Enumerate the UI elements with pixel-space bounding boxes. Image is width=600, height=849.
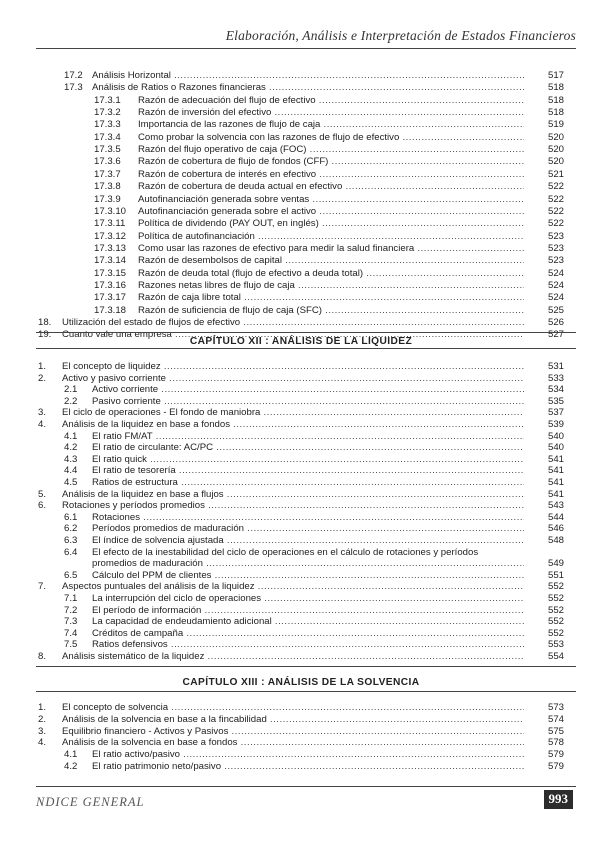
toc-entry[interactable] xyxy=(38,616,564,628)
toc-entry-title: Créditos de campaña ..... xyxy=(92,628,524,640)
toc-entry-page: 541 xyxy=(528,489,564,501)
toc-entry-number: 4. xyxy=(38,737,47,749)
toc-entry-page: 573 xyxy=(528,702,564,714)
toc-entry-page: 544 xyxy=(528,512,564,524)
toc-entry[interactable] xyxy=(38,82,564,94)
toc-entry[interactable] xyxy=(38,317,564,329)
toc-entry[interactable] xyxy=(38,749,564,761)
header-rule xyxy=(36,48,576,49)
toc-entry-title: El índice de solvencia ajustada ..... xyxy=(92,535,524,547)
toc-entry-number: 5. xyxy=(38,488,47,500)
toc-entry-page: 552 xyxy=(528,628,564,640)
page-number-badge: 993 xyxy=(544,790,574,809)
toc-entry[interactable] xyxy=(38,384,564,396)
toc-entry[interactable] xyxy=(38,477,564,489)
toc-entry[interactable] xyxy=(38,407,564,419)
toc-entry-number: 7.2 xyxy=(64,604,78,616)
toc-entry-page: 527 xyxy=(528,329,564,341)
toc-entry-page: 575 xyxy=(528,726,564,738)
toc-entry-number: 4.1 xyxy=(64,749,78,761)
toc-entry[interactable] xyxy=(38,231,564,243)
toc-entry-number: 4.2 xyxy=(64,442,78,454)
section-divider-rule xyxy=(36,691,576,692)
toc-entry-page: 552 xyxy=(528,605,564,617)
toc-entry-page: 522 xyxy=(528,218,564,230)
footer-rule xyxy=(36,786,576,787)
toc-entry[interactable] xyxy=(38,419,564,431)
toc-entry-page: 517 xyxy=(528,70,564,82)
toc-entry-title: El concepto de solvencia ..... xyxy=(62,702,524,714)
toc-entry-number: 17.3.6 xyxy=(94,156,121,168)
toc-entry[interactable] xyxy=(38,70,564,82)
toc-entry-title: Importancia de las razones de flujo de caja ..... xyxy=(138,119,524,131)
toc-entry-title: El concepto de liquidez ..... xyxy=(62,361,524,373)
chapter-heading: CAPÍTULO XII : ANÁLISIS DE LA LIQUIDEZ xyxy=(189,336,413,347)
toc-entry-title: Análisis Horizontal ..... xyxy=(92,70,524,82)
toc-entry-page: 524 xyxy=(528,280,564,292)
toc-entry-number: 6.1 xyxy=(64,511,78,523)
toc-entry-title: Razón de inversión del efectivo ..... xyxy=(138,107,524,119)
toc-entry-page: 535 xyxy=(528,396,564,408)
toc-entry-page: 552 xyxy=(528,616,564,628)
toc-entry-page: 524 xyxy=(528,292,564,304)
toc-entry-page: 541 xyxy=(528,465,564,477)
toc-entry-number: 17.3.3 xyxy=(94,119,121,131)
toc-entry-number: 17.3.1 xyxy=(94,94,121,106)
toc-entry[interactable] xyxy=(38,558,564,570)
running-header-title: Elaboración, Análisis e Interpretación de Estados Financieros xyxy=(225,28,576,43)
toc-entry-title: Utilización del estado de flujos de efectivo ..... xyxy=(62,317,524,329)
toc-entry-title: El ciclo de operaciones - El fondo de maniobra ..... xyxy=(62,407,524,419)
toc-entry[interactable] xyxy=(38,132,564,144)
toc-entry-number: 7.3 xyxy=(64,616,78,628)
toc-entry-page: 533 xyxy=(528,373,564,385)
toc-entry-title: Razón de cobertura de interés en efectivo ..... xyxy=(138,169,524,181)
toc-entry-title: Razón de suficiencia de flujo de caja (SFC) ..... xyxy=(138,305,524,317)
toc-entry-page: 578 xyxy=(528,737,564,749)
toc-entry-title: Razón de desembolsos de capital ..... xyxy=(138,255,524,267)
toc-entry-page: 518 xyxy=(528,107,564,119)
toc-entry-title: Análisis de la solvencia en base a la fincabilidad ..... xyxy=(62,714,524,726)
toc-entry-title: Análisis de la liquidez en base a fondos ..... xyxy=(62,419,524,431)
toc-entry-number: 17.3.13 xyxy=(94,242,127,254)
toc-entry-title: Ratios defensivos ..... xyxy=(92,639,524,651)
toc-entry-title: Razón de deuda total (flujo de efectivo a deuda total) ..... xyxy=(138,268,524,280)
toc-entry-page: 522 xyxy=(528,206,564,218)
toc-entry-title: El ratio patrimonio neto/pasivo ..... xyxy=(92,761,524,773)
toc-entry-page: 543 xyxy=(528,500,564,512)
toc-entry-page: 540 xyxy=(528,431,564,443)
section-divider-rule xyxy=(36,332,576,333)
toc-entry-number: 17.3.7 xyxy=(94,168,121,180)
toc-entry-page: 526 xyxy=(528,317,564,329)
toc-entry-page: 520 xyxy=(528,144,564,156)
toc-entry[interactable] xyxy=(38,305,564,317)
toc-entry-number: 7. xyxy=(38,581,47,593)
toc-entry[interactable] xyxy=(38,442,564,454)
toc-entry-title: Razón del flujo operativo de caja (FOC) ..... xyxy=(138,144,524,156)
toc-entry-page: 549 xyxy=(528,558,564,570)
toc-entry-page: 552 xyxy=(528,581,564,593)
toc-entry-number: 2. xyxy=(38,713,47,725)
toc-entry-title: Cuanto vale una empresa ..... xyxy=(62,329,524,341)
toc-entry-number: 17.3.17 xyxy=(94,292,127,304)
toc-entry-number: 4.1 xyxy=(64,430,78,442)
toc-entry-number: 17.3.12 xyxy=(94,230,127,242)
toc-entry-title: Autofinanciación generada sobre el activo ..... xyxy=(138,206,524,218)
toc-entry-title: Análisis de la solvencia en base a fondos ..... xyxy=(62,737,524,749)
toc-entry-number: 17.3.5 xyxy=(94,144,121,156)
toc-entry[interactable] xyxy=(38,628,564,640)
toc-entry-title: El ratio de tesorería ..... xyxy=(92,465,524,477)
toc-entry-title: Razones netas libres de flujo de caja ..... xyxy=(138,280,524,292)
toc-entry-title: Aspectos puntuales del análisis de la liquidez ..... xyxy=(62,581,524,593)
toc-entry-number: 2.2 xyxy=(64,395,78,407)
toc-entry-title: Rotaciones y períodos promedios ..... xyxy=(62,500,524,512)
toc-entry-page: 579 xyxy=(528,761,564,773)
toc-entry-number: 17.3.16 xyxy=(94,279,127,291)
toc-entry[interactable] xyxy=(38,181,564,193)
toc-entry-title: Como probar la solvencia con las razones de flujo de efectivo ..... xyxy=(138,132,524,144)
toc-entry[interactable] xyxy=(38,95,564,107)
toc-entry-number: 6. xyxy=(38,500,47,512)
toc-entry-page: 524 xyxy=(528,268,564,280)
toc-entry[interactable] xyxy=(38,255,564,267)
toc-entry-page: 548 xyxy=(528,535,564,547)
toc-entry[interactable] xyxy=(38,268,564,280)
toc-entry[interactable] xyxy=(38,547,564,559)
toc-entry-page: 525 xyxy=(528,305,564,317)
toc-entry-page: 554 xyxy=(528,651,564,663)
footer-label: NDICE GENERAL xyxy=(36,795,145,809)
toc-entry-page: 579 xyxy=(528,749,564,761)
toc-entry-number: 1. xyxy=(38,702,47,713)
toc-entry-number: 4.2 xyxy=(64,761,78,772)
toc-entry[interactable] xyxy=(38,156,564,168)
toc-entry-number: 6.3 xyxy=(64,535,78,546)
toc-entry-title: Pasivo corriente ..... xyxy=(92,396,524,408)
toc-entry-title: promedios de maduración ..... xyxy=(92,558,524,570)
toc-entry-page: 574 xyxy=(528,714,564,726)
toc-entry[interactable] xyxy=(38,581,564,593)
toc-entry-title: Razón de adecuación del flujo de efectivo ..... xyxy=(138,95,524,107)
toc-entry-number: 1. xyxy=(38,361,47,372)
toc-entry[interactable] xyxy=(38,454,564,466)
toc-entry-title: Análisis de Ratios o Razones financieras ..... xyxy=(92,82,524,94)
toc-entry-number: 4. xyxy=(38,419,47,430)
toc-entry[interactable] xyxy=(38,605,564,617)
toc-entry[interactable] xyxy=(38,206,564,218)
toc-entry-page: 546 xyxy=(528,523,564,535)
toc-entry-number: 17.3.2 xyxy=(94,107,121,119)
toc-entry-number: 17.3.4 xyxy=(94,131,121,143)
toc-entry[interactable] xyxy=(38,593,564,605)
toc-entry-number: 18. xyxy=(38,317,52,328)
toc-entry-page: 521 xyxy=(528,169,564,181)
toc-entry-number: 17.3.8 xyxy=(94,181,121,193)
toc-entry-page: 522 xyxy=(528,181,564,193)
toc-entry-number: 17.3.11 xyxy=(94,218,126,230)
toc-entry-page: 551 xyxy=(528,570,564,582)
toc-entry-number: 7.1 xyxy=(64,593,78,604)
toc-entry[interactable] xyxy=(38,373,564,385)
toc-entry[interactable] xyxy=(38,292,564,304)
toc-entry-title: Análisis de la liquidez en base a flujos ..... xyxy=(62,489,524,501)
toc-entry-title: Rotaciones ..... xyxy=(92,512,524,524)
toc-entry-page: 520 xyxy=(528,156,564,168)
toc-entry-number: 19. xyxy=(38,329,52,341)
toc-entry-title: Como usar las razones de efectivo para medir la salud financiera ..... xyxy=(138,243,524,255)
chapter-heading: CAPÍTULO XIII : ANÁLISIS DE LA SOLVENCIA xyxy=(182,677,420,688)
toc-entry[interactable] xyxy=(38,144,564,156)
toc-entry[interactable] xyxy=(38,639,564,651)
toc-entry-number: 4.4 xyxy=(64,465,78,477)
toc-entry-title: El ratio FM/AT ..... xyxy=(92,431,524,443)
toc-entry-title: Política de dividendo (PAY OUT, en inglés) ..... xyxy=(138,218,524,230)
toc-entry-title: El período de información ..... xyxy=(92,605,524,617)
toc-entry-title: La capacidad de endeudamiento adicional ..... xyxy=(92,616,524,628)
toc-entry[interactable] xyxy=(38,280,564,292)
toc-entry-number: 8. xyxy=(38,651,47,662)
toc-entry-title: Activo corriente ..... xyxy=(92,384,524,396)
toc-entry-number: 2. xyxy=(38,372,47,384)
toc-entry-title: La interrupción del ciclo de operaciones ..... xyxy=(92,593,524,605)
toc-entry[interactable] xyxy=(38,396,564,408)
toc-entry-page: 522 xyxy=(528,194,564,206)
toc-entry-title: Autofinanciación generada sobre ventas ..... xyxy=(138,194,524,206)
toc-entry[interactable] xyxy=(38,107,564,119)
toc-entry-page: 531 xyxy=(528,361,564,373)
toc-entry[interactable] xyxy=(38,431,564,443)
toc-entry-page: 539 xyxy=(528,419,564,431)
toc-entry-page: 519 xyxy=(528,119,564,131)
toc-entry-page: 534 xyxy=(528,384,564,396)
toc-entry-page: 540 xyxy=(528,442,564,454)
toc-entry[interactable] xyxy=(38,702,564,714)
toc-entry-title: El ratio quick ..... xyxy=(92,454,524,466)
toc-entry-page: 518 xyxy=(528,82,564,94)
toc-entry[interactable] xyxy=(38,761,564,773)
toc-entry-number: 17.3.14 xyxy=(94,255,127,267)
toc-entry-page: 552 xyxy=(528,593,564,605)
toc-entry[interactable] xyxy=(38,243,564,255)
toc-entry-number: 17.2 xyxy=(64,70,83,81)
toc-entry-page: 537 xyxy=(528,407,564,419)
toc-entry-number: 7.4 xyxy=(64,627,78,639)
toc-entry[interactable] xyxy=(38,119,564,131)
toc-entry[interactable] xyxy=(38,523,564,535)
toc-entry-number: 17.3 xyxy=(64,82,83,94)
toc-entry[interactable] xyxy=(38,570,564,582)
toc-entry[interactable] xyxy=(38,465,564,477)
toc-entry-title: Razón de cobertura de flujo de fondos (CFF) ..... xyxy=(138,156,524,168)
toc-entry-number: 3. xyxy=(38,725,47,737)
toc-entry-title: El ratio de circulante: AC/PC ..... xyxy=(92,442,524,454)
toc-entry-number: 4.3 xyxy=(64,453,78,465)
toc-entry-number: 2.1 xyxy=(64,384,78,396)
toc-entry-page: 520 xyxy=(528,132,564,144)
toc-entry-number: 17.3.18 xyxy=(94,304,127,316)
section-divider-rule xyxy=(36,666,576,667)
toc-entry-number: 6.5 xyxy=(64,569,78,581)
toc-entry-page: 541 xyxy=(528,477,564,489)
toc-entry-page: 523 xyxy=(528,243,564,255)
toc-entry[interactable] xyxy=(38,218,564,230)
toc-entry-page: 518 xyxy=(528,95,564,107)
toc-entry-title: Política de autofinanciación ..... xyxy=(138,231,524,243)
toc-entry-number: 17.3.10 xyxy=(94,205,127,217)
toc-entry-title: Razón de caja libre total ..... xyxy=(138,292,524,304)
toc-entry-title: Razón de cobertura de deuda actual en efectivo ..... xyxy=(138,181,524,193)
section-divider-rule xyxy=(36,348,576,349)
toc-entry-page: 541 xyxy=(528,454,564,466)
toc-entry[interactable] xyxy=(38,714,564,726)
toc-entry-title: El ratio activo/pasivo ..... xyxy=(92,749,524,761)
toc-entry-number: 17.3.9 xyxy=(94,193,121,205)
toc-entry-title: Activo y pasivo corriente ..... xyxy=(62,373,524,385)
toc-entry-title: Períodos promedios de maduración ..... xyxy=(92,523,524,535)
toc-entry[interactable] xyxy=(38,651,564,663)
toc-entry-number: 17.3.15 xyxy=(94,267,127,279)
toc-entry-page: 553 xyxy=(528,639,564,651)
toc-entry[interactable] xyxy=(38,361,564,373)
toc-entry[interactable] xyxy=(38,169,564,181)
toc-entry-number: 6.2 xyxy=(64,523,78,535)
toc-entry-page: 523 xyxy=(528,231,564,243)
toc-entry-title: Análisis sistemático de la liquidez ..... xyxy=(62,651,524,663)
toc-entry[interactable] xyxy=(38,737,564,749)
toc-entry[interactable] xyxy=(38,512,564,524)
toc-entry-number: 6.4 xyxy=(64,546,78,558)
toc-entry-page: 523 xyxy=(528,255,564,267)
toc-entry-number: 3. xyxy=(38,407,47,419)
toc-entry-number: 7.5 xyxy=(64,639,78,651)
toc-entry[interactable] xyxy=(38,489,564,501)
toc-entry[interactable] xyxy=(38,726,564,738)
toc-entry-number: 4.5 xyxy=(64,477,78,488)
toc-entry-title: El efecto de la inestabilidad del ciclo de operaciones en el cálculo de rotaciones y períodos xyxy=(92,546,479,558)
toc-entry[interactable] xyxy=(38,500,564,512)
toc-entry-title: Ratios de estructura ..... xyxy=(92,477,524,489)
toc-entry[interactable] xyxy=(38,194,564,206)
toc-entry-title: Cálculo del PPM de clientes ..... xyxy=(92,570,524,582)
toc-entry[interactable] xyxy=(38,535,564,547)
toc-entry-title: Equilibrio financiero - Activos y Pasivos ..... xyxy=(62,726,524,738)
